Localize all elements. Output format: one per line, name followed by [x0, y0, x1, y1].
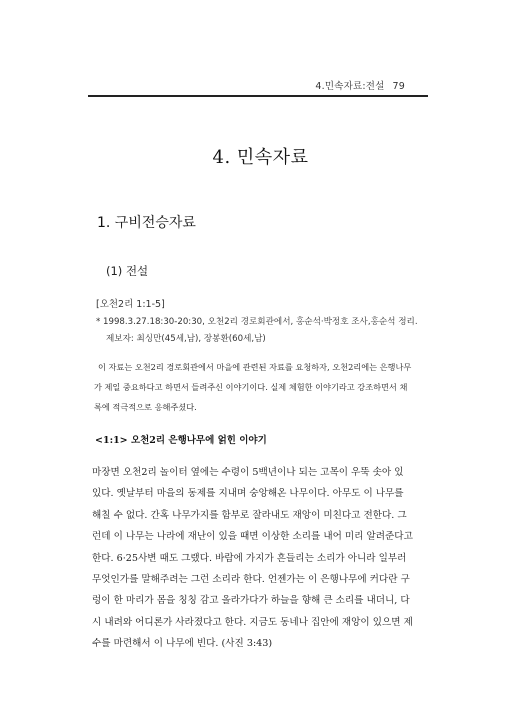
- body-line: 수를 마련해서 이 나무에 빈다. (사진 3:43): [92, 638, 273, 650]
- body-line: 마장면 오천2리 놀이터 옆에는 수령이 5백년이나 되는 고목이 우뚝 솟아 있: [92, 467, 404, 478]
- body-line: 무엇인가를 말해주려는 그런 소리라 한다. 언젠가는 이 은행나무에 커다란 구: [92, 574, 410, 586]
- body-line: 런데 이 나무는 나라에 재난이 있을 때면 이상한 소리를 내어 미리 알려준다고: [92, 531, 413, 543]
- running-title: 4.민속자료:전설: [315, 81, 385, 92]
- header-rule: [88, 95, 428, 97]
- page-number: 79: [392, 81, 405, 92]
- body-line: 렁이 한 마리가 몸을 칭칭 감고 올라가다가 하늘을 향해 큰 소리를 내더니, 다: [92, 595, 410, 607]
- section-title: 1. 구비전승자료: [97, 215, 196, 231]
- intro-line: 이 자료는 오천2리 경로회관에서 마을에 관련된 자료를 요청하자, 오천2리에는 은행나무: [98, 362, 412, 372]
- running-header: [315, 78, 405, 92]
- intro-line: 가 제일 중요하다고 하면서 들려주신 이야기이다. 실제 체험한 이야기라고 강조하면서 채: [94, 382, 408, 392]
- story-title: <1:1> 오천2리 은행나무에 얽힌 이야기: [95, 435, 267, 446]
- subsection-title: (1) 전설: [106, 264, 149, 278]
- record-meta-line2: 제보자: 최싱만(45세,남), 장봉환(60세,남): [106, 334, 266, 344]
- body-line: 시 내려와 어디론가 사라졌다고 한다. 지금도 동네나 집안에 재앙이 있으면 제: [92, 616, 413, 628]
- story-body: [92, 462, 434, 655]
- record-id: [오천2리 1:1-5]: [96, 299, 165, 310]
- body-line: 한다. 6·25사변 때도 그랬다. 바람에 가지가 흔들리는 소리가 아니라 일부러: [92, 552, 407, 564]
- record-meta: [96, 314, 436, 348]
- chapter-title: 4. 민속자료: [212, 147, 309, 168]
- body-line: 있다. 옛날부터 마을의 동제를 지내며 숭앙해온 나무이다. 아무도 이 나무를: [92, 488, 404, 500]
- intro-line: 록에 적극적으로 응해주셨다.: [94, 402, 197, 412]
- record-meta-line1: * 1998.3.27.18:30-20:30, 오천2리 경로회관에서, 홍순석·박정호 조사,홍순석 정리.: [96, 317, 418, 327]
- intro-paragraph: [94, 357, 429, 417]
- body-line: 해칠 수 없다. 간혹 나무가지를 함부로 잘라내도 재앙이 미친다고 전한다. 그: [92, 509, 407, 521]
